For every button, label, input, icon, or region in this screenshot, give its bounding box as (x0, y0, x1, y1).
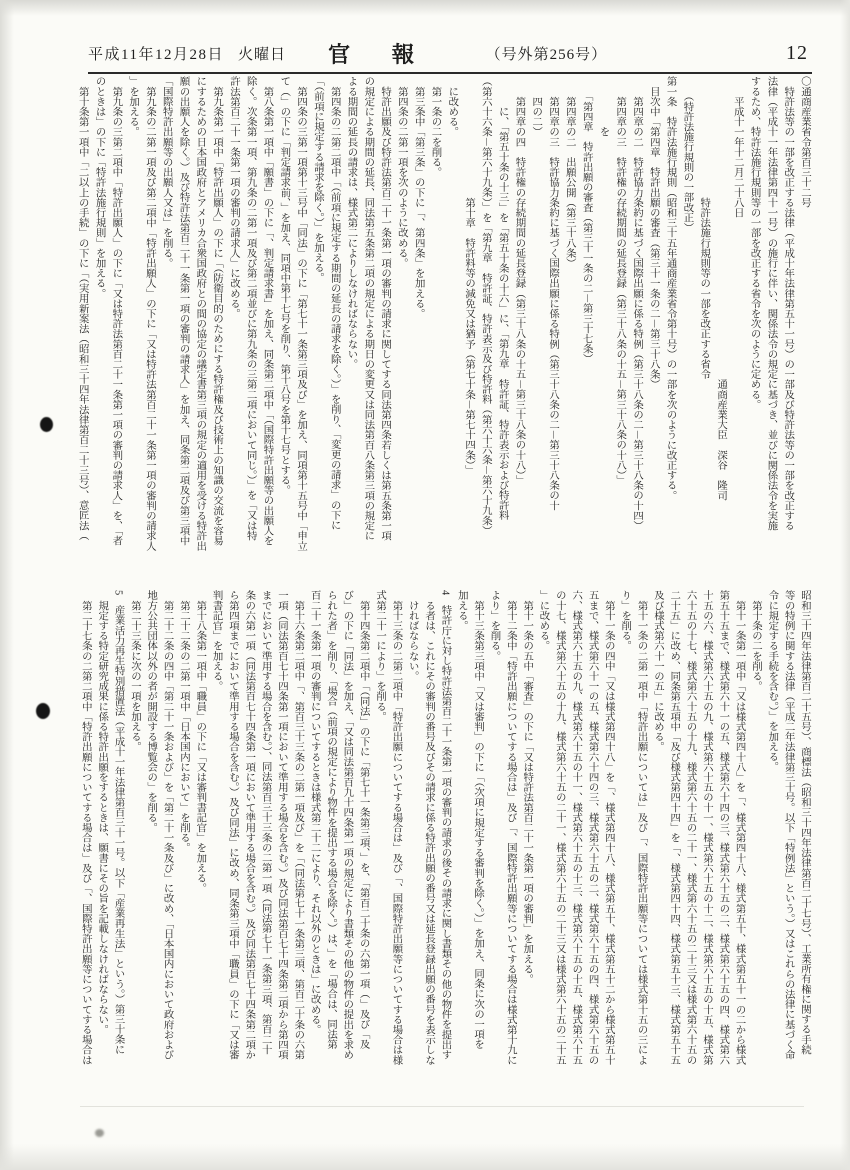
text-column: り」を削る。 (619, 590, 631, 651)
text-column: て（」の下に「判定請求前、」を加え、同項中第十七号を削り、第十八号を第十七号とする。 (278, 76, 290, 496)
text-column: 第十八条第一項中「職員」の下に「又は審判書記官」を加える。 (194, 590, 206, 894)
text-column: 第二十七条の二第二項中「特許出願についてする場合は」及び「、国際特許出願等についてする場合は (79, 590, 91, 1065)
text-column: 第十三条第三項中「又は審判」の下に「（次項に規定する審判を除く。）」を加え、同条に次の一項を (472, 590, 484, 1050)
text-column: 五まで、様式第六十一の五、様式第六十四の三、様式第六十五の二、様式第六十五の四、様式第六十五の (586, 590, 598, 1065)
text-column: られた者」を削り、「場合（前項の規定により物件を提出する場合を除く。）は、」を「場合は、同法第 (325, 590, 337, 1050)
text-column: 等の特例に関する法律（平成二年法律第三十号。以下「特例法」という。）又はこれらの法律に基づく命 (782, 590, 794, 1060)
text-column: にするための日本国政府とアメリカ合衆国政府との間の協定の議定書第三項の規定の適用を受ける特許出 (194, 76, 206, 551)
text-column: 第十一条第一項中「又は様式第四十八」を「、様式第四十八、様式第五十、様式第五十一の二から様式 (733, 590, 745, 1065)
text-band-top (73, 76, 812, 560)
text-column: よる期間の延長の請求は、様式第二によりしなければならない。 (345, 76, 357, 369)
text-column: 第二十二条の四中「第二十一条および」を「第二十一条及び」に改め、「日本国内において政府および (161, 590, 173, 1060)
text-band-bottom (77, 590, 812, 1104)
text-column: 地方公共団体以外の者が開設する博覧会の」を削る。 (145, 590, 157, 833)
text-column: の十七、様式第六十五の十九、様式第六十五の二十一、様式第六十五の二十三又は様式第六十五の二十五 (553, 590, 565, 1065)
scan-edge-left (0, 0, 14, 1170)
text-column: 第三条中「第三条」の下に「、第四条」を加える。 (412, 76, 424, 319)
text-column: 一項（同法第百七十四条第一項において準用する場合を含む。）及び同法第百七十四条第二項から第四項 (276, 590, 287, 1060)
text-column: 4 特許庁に対し特許法第百二十一条第一項の審判の請求の後その請求に関し書類その他の物件を提出す (439, 590, 451, 1060)
text-column: 第四章の二 出願公開（第三十八条） (563, 76, 575, 268)
text-column: 除く。次条第一項、第九条の二第一項及び第二項並びに第九条の三第二項において同じ。）」を「又は特 (244, 76, 256, 541)
text-column: 目次中「第四章 特許出願の審査（第三十一条の二－第三十八条） (647, 76, 659, 390)
text-column: 法律（平成十一年法律第四十一号）の施行に伴い、関係法令の規定に基づき、並びに関係法令を実施 (765, 76, 777, 531)
text-column: 条の六第一項（同法第百七十四条第一項において準用する場合を含む。）及び同法第百七十四条第二項か (243, 590, 255, 1060)
text-column: （特許法施行規則の一部改正） (681, 76, 693, 233)
text-column: 第四章の三 特許権の存続期間の延長登録（第三十八条の十五－第三十八条の十八）」 (614, 76, 626, 485)
punch-mark-2 (36, 703, 50, 719)
text-column: 第四章の四 特許権の存続期間の延長登録（第三十八条の十五－第三十八条の十八）」 (513, 76, 525, 485)
punch-mark-1 (40, 417, 53, 432)
text-column: ければならない。 (406, 590, 418, 681)
text-column: び」の下に「同法」を加え、「又は同法第百九十四条第一項の規定により書類その他の物件の提出を求め (341, 590, 353, 1060)
text-column: る者は、これにその審判の番号及びその請求に係る特許出願の番号又は延長登録出願の番号を表示しな (423, 590, 435, 1065)
weekday: 火曜日 (237, 46, 286, 63)
text-column: 第十条第一項中「二以上の手続」の下に「（実用新案法（昭和三十四年法律第百二十三号）、意匠法（ (76, 76, 88, 541)
text-column: 第九条の三第二項中「特許出願人」の下に「又は特許法第百二十一条第一項の審判の請求人」を、「者 (110, 76, 122, 546)
text-column: 第十条の二を削る。 (749, 590, 761, 692)
text-column: 」を加える。 (127, 76, 139, 137)
scan-edge-right (840, 0, 850, 1170)
text-column: 第四条の二第一項を次のように改める。 (395, 76, 407, 268)
text-column: 通商産業大臣 深谷 隆司 (715, 76, 727, 501)
text-column: 願の出願人を除く。）及び特許法第百二十一条第一項の審判の請求人」を加え、同条第二項及び第三項中 (177, 76, 189, 546)
page-number: 12 (786, 41, 808, 64)
text-column: 第十一条の五中「審査」の下に「又は特許法第百二十一条第一項の審判」を加える。 (521, 590, 533, 984)
publication-title: 官報 (327, 41, 456, 67)
text-column: より」を削る。 (488, 590, 500, 661)
issue-number: （号外第256号） (485, 46, 608, 63)
text-column: 六十五の十七、様式第六十五の十九、様式第六十五の二十一、様式第六十五の二十三又は様式第六十五の (684, 590, 696, 1065)
text-column: 〇通商産業省令第百三十二号 (799, 76, 810, 208)
text-column: 許法第百二十一条第一項の審判の請求人」に改める。 (227, 76, 239, 319)
text-column: 第一条の二を削る。 (429, 76, 441, 178)
smudge-mark (95, 1129, 104, 1137)
text-column: （第六十六条－第六十九条）」を「第九章 特許証、特許表示及び特許料（第六十六条－第六十九条） (479, 76, 491, 536)
text-column: 「（前項に規定する請求を除く。）」を加える。 (311, 76, 323, 283)
text-column: 第四条の三第一項第十三号中「同法」の下に「第七十一条第三項及び」を加え、同項第十五号中「申立 (295, 76, 307, 551)
text-column: 判書記官」を加える。 (210, 590, 222, 692)
text-column: 四の二） (530, 76, 542, 137)
text-column: 第八条第一項中「願書」の下に「、判定請求書」を加え、同条第二項中「（国際特許出願等の出願人を (261, 76, 273, 546)
text-column: 加える。 (455, 590, 467, 631)
text-column: 第四章の三 特許協力条約に基づく国際出願に係る特例（第三十八条の二－第三十八条の十 (547, 76, 559, 511)
text-column: 令に規定する手続を含む。）」を加える。 (766, 590, 778, 772)
text-column: 二十五」に改め、同条第五項中「及び様式第四十四」を「、様式第四十四、様式第五十三、様式第五十五 (668, 590, 680, 1065)
text-column: 」に改める。 (537, 590, 549, 651)
text-column: を (597, 76, 609, 137)
text-column: するため、特許法施行規則等の一部を改正する省令を次のように定める。 (748, 76, 760, 410)
text-column: までにおいて準用する場合を含む。）、同法第百三十三条の二第一項（同法第七十一条第三項、第百二十 (259, 590, 271, 1055)
text-column: ら第四項までにおいて準用する場合を含む。）及び同法」に改め、同条第三項中「職員」の下に「又は審 (226, 590, 238, 1060)
text-column: 「第四章 特許出願の審査（第三十一条の二－第三十七条） (580, 76, 592, 364)
text-column: 第十二条中「特許出願についてする場合は」及び「、国際特許出願等についてする場合は様式第十九に (504, 590, 516, 1065)
text-column: 第十三条の二第二項中「特許出願についてする場合は」及び「、国際特許出願等についてする場合は様 (390, 590, 402, 1065)
publication-date: 平成11年12月28日 (88, 46, 224, 63)
text-column: のときは」の下に「特許法施行規則」を加える。 (93, 76, 105, 299)
scan-edge-bottom (0, 1144, 850, 1170)
text-column: 第四条の二第二項中「（前項に規定する期間の延長の請求を除く。）」を削り、「変更の請求」の下に (328, 76, 340, 530)
scan-edge-top (0, 0, 850, 16)
text-column: 規定する特定研究成果に係る特許出願をするときは、願書にその旨を記載しなければならない。 (96, 590, 108, 1035)
text-column: に改める。 (446, 76, 458, 137)
text-column: 第一条 特許法施行規則（昭和三十五年通商産業省令第十号）の一部を次のように改正する。 (664, 76, 676, 501)
text-column: 第十四条第二項中「（同法」の下に「第七十一条第三項、」を、「第百二十条の六第一項（」及び「及 (357, 590, 369, 1050)
text-column: 六、様式第六十五の九、様式第六十五の十一、様式第六十五の十三、様式第六十五の十五、様式第六十五 (570, 590, 582, 1065)
text-column: 第二十二条の二第一項中「日本国内において」を削る。 (177, 590, 189, 853)
text-column: 百二十一条第一項の審判についてするときは様式第二十二により、それ以外のときは」に改める。 (308, 590, 320, 1035)
text-column: 第十一条の二第一項中「特許出願については」及び「、国際特許出願等については様式第十五の三によ (635, 590, 647, 1065)
text-column: 「国際特許出願等の出願人又は」を削る。 (160, 76, 172, 268)
text-column: 平成十一年十二月二十八日 (731, 76, 743, 218)
text-column: に、「第五十条の十三」を「第五十条の十六」に、「第九章 特許証、特許表示および特許料 (496, 76, 508, 521)
text-column: 第九条第一項中「特許出願人」の下に「（防衛目的のためにする特許権及び技術上の知識の交流を容易 (211, 76, 223, 546)
text-column: 第十六条第二項中「、第百三十三条の二第一項及び」を「（同法第七十一条第三項、第百二十条の六第 (292, 590, 304, 1060)
text-column: 第四章の二 特許協力条約に基づく国際出願に係る特例（第三十八条の二－第三十八条の十四） (631, 76, 643, 531)
text-column: 第九条の二第一項及び第二項中「特許出願人」の下に「又は特許法第百二十一条第一項の審判の請求人 (143, 76, 155, 551)
text-column: の規定による期間の延長、同法第五条第二項の規定による期日の変更又は同法第百八条第三項の規定に (362, 76, 374, 541)
page-header (88, 34, 812, 74)
text-column: 特許法等の一部を改正する法律（平成十年法律第五十一号）の一部及び特許法等の一部を改正する (782, 76, 794, 531)
text-column: 特許法施行規則等の一部を改正する省令 (698, 76, 710, 380)
text-column: 式第二十一により」を削る。 (374, 590, 386, 722)
text-column: 第十一条の四中「又は様式第四十八」を「、様式第四十八、様式第五十、様式第五十二から様式第五十 (602, 590, 614, 1065)
text-column: 第二十三条に次の一項を加える。 (128, 590, 140, 752)
text-column: 第五十五まで、様式第六十一の五、様式第六十四の三、様式第六十五の二、様式第六十五の四、様式第六 (717, 590, 729, 1065)
text-column: 特許出願及び特許法第百二十一条第一項の審判の請求に関してする同法第四条若しくは第五条第一項 (379, 76, 391, 541)
text-column: 第十章 特許料等の減免又は猶予（第七十条－第七十四条）」 (463, 76, 475, 475)
text-column: 及び様式第六十一の五」に改める。 (651, 590, 663, 752)
text-column: 5 産業活力再生特別措置法（平成十一年法律第百三十一号。以下「産業再生法」という。）第三十条に (112, 590, 124, 1055)
band-divider-line (80, 1106, 804, 1107)
text-column: 昭和三十四年法律第百二十五号）、商標法（昭和三十四年法律第百二十七号）、工業所有権に関する手続 (799, 590, 810, 1055)
text-column: 十五の六、様式第六十五の九、様式第六十五の十一、様式第六十五の十二、様式第六十五の十五、様式第 (700, 590, 712, 1065)
